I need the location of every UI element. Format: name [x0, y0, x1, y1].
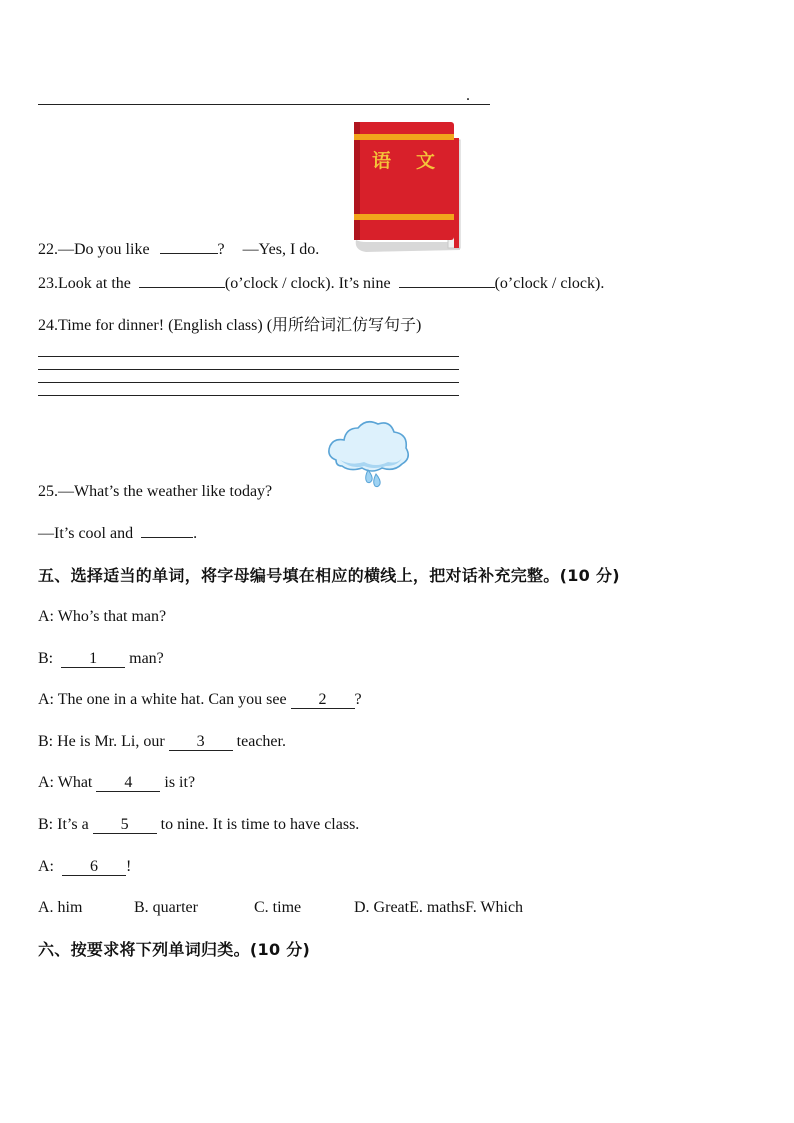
- option-c: C. time: [254, 899, 302, 916]
- dialogue-3-text: The one in a white hat. Can you see: [57, 691, 287, 708]
- q24-answer-line-2[interactable]: [38, 369, 459, 370]
- question-22: [38, 240, 319, 260]
- cloud-svg: [324, 416, 412, 500]
- section-6-title: 六、按要求将下列单词归类。(10 分): [38, 940, 311, 959]
- dialogue-line-6: [38, 815, 359, 835]
- book-char-2: 文: [416, 150, 436, 172]
- dialogue-line-7: [38, 857, 131, 877]
- q23-number: 23.: [38, 275, 58, 292]
- dialogue-5-end: is it?: [164, 774, 196, 791]
- dialogue-line-1: [38, 607, 166, 627]
- book-svg: [348, 118, 468, 254]
- q24-number: 24.: [38, 317, 58, 334]
- dialogue-line-3: [38, 690, 362, 710]
- q23-blank-1[interactable]: [139, 287, 225, 288]
- dialogue-4-speaker: B:: [38, 733, 54, 750]
- q23-hint-a: (o’clock / clock). It’s nine: [224, 275, 391, 292]
- dialogue-blank-4[interactable]: 4: [96, 774, 160, 792]
- dialogue-line-2: [38, 649, 164, 669]
- option-a: A. him: [38, 899, 83, 916]
- q22-blank[interactable]: [160, 253, 218, 254]
- q23-hint-b: (o’clock / clock).: [494, 275, 605, 292]
- dialogue-7-end: !: [126, 858, 132, 875]
- q22-number: 22.: [38, 241, 58, 258]
- q22-prompt: —Do you like: [58, 241, 150, 258]
- dialogue-6-end: to nine. It is time to have class.: [160, 816, 360, 833]
- question-23: [38, 274, 604, 294]
- q24-answer-line-4[interactable]: [38, 395, 459, 396]
- q22-qmark: ?: [217, 241, 225, 258]
- dialogue-1-speaker: A:: [38, 608, 54, 625]
- dialogue-1-text: Who’s that man?: [57, 608, 167, 625]
- dialogue-7-speaker: A:: [38, 858, 54, 875]
- answer-line-top: [38, 104, 490, 105]
- q23-prompt: Look at the: [58, 275, 131, 292]
- q23-blank-2[interactable]: [399, 287, 495, 288]
- q24-answer-line-1[interactable]: [38, 356, 459, 357]
- q24-answer-line-3[interactable]: [38, 382, 459, 383]
- q25-answer-end: .: [193, 525, 198, 542]
- q25-question: —What’s the weather like today?: [58, 483, 273, 500]
- dialogue-4-end: teacher.: [236, 733, 286, 750]
- dialogue-6-speaker: B:: [38, 816, 54, 833]
- question-25: [38, 482, 272, 502]
- dialogue-5-speaker: A:: [38, 774, 54, 791]
- dialogue-2-text: man?: [129, 650, 164, 667]
- dialogue-3-speaker: A:: [38, 691, 54, 708]
- dialogue-blank-2[interactable]: 2: [291, 691, 355, 709]
- dialogue-line-4: [38, 732, 286, 752]
- dialogue-4-text: He is Mr. Li, our: [57, 733, 165, 750]
- dialogue-blank-6[interactable]: 6: [62, 858, 126, 876]
- q25-answer-prefix: —It’s cool and: [38, 525, 134, 542]
- dialogue-blank-3[interactable]: 3: [169, 733, 233, 751]
- q22-answer: —Yes, I do.: [242, 241, 320, 258]
- question-24: [38, 316, 421, 336]
- dialogue-6-text: It’s a: [57, 816, 89, 833]
- q25-number: 25.: [38, 483, 58, 500]
- dialogue-3-end: ?: [354, 691, 362, 708]
- q25-blank[interactable]: [141, 537, 193, 538]
- dialogue-blank-5[interactable]: 5: [93, 816, 157, 834]
- q24-text: Time for dinner! (English class) (用所给词汇仿写句子): [58, 317, 422, 334]
- book-char-1: 语: [372, 150, 392, 172]
- dialogue-5-text: What: [57, 774, 93, 791]
- section-5-title: 五、选择适当的单词，将字母编号填在相应的横线上，把对话补充完整。(10 分): [38, 566, 620, 585]
- option-b: B. quarter: [134, 899, 198, 916]
- dialogue-line-5: [38, 773, 195, 793]
- question-25-answer: [38, 524, 197, 544]
- dialogue-2-speaker: B:: [38, 650, 54, 667]
- rain-cloud-image: [324, 416, 412, 500]
- option-d-e-f: D. GreatE. mathsF. Which: [354, 899, 524, 916]
- dialogue-blank-1[interactable]: 1: [61, 650, 125, 668]
- chinese-book-image: [348, 118, 468, 254]
- answer-line-dot: .: [466, 87, 470, 104]
